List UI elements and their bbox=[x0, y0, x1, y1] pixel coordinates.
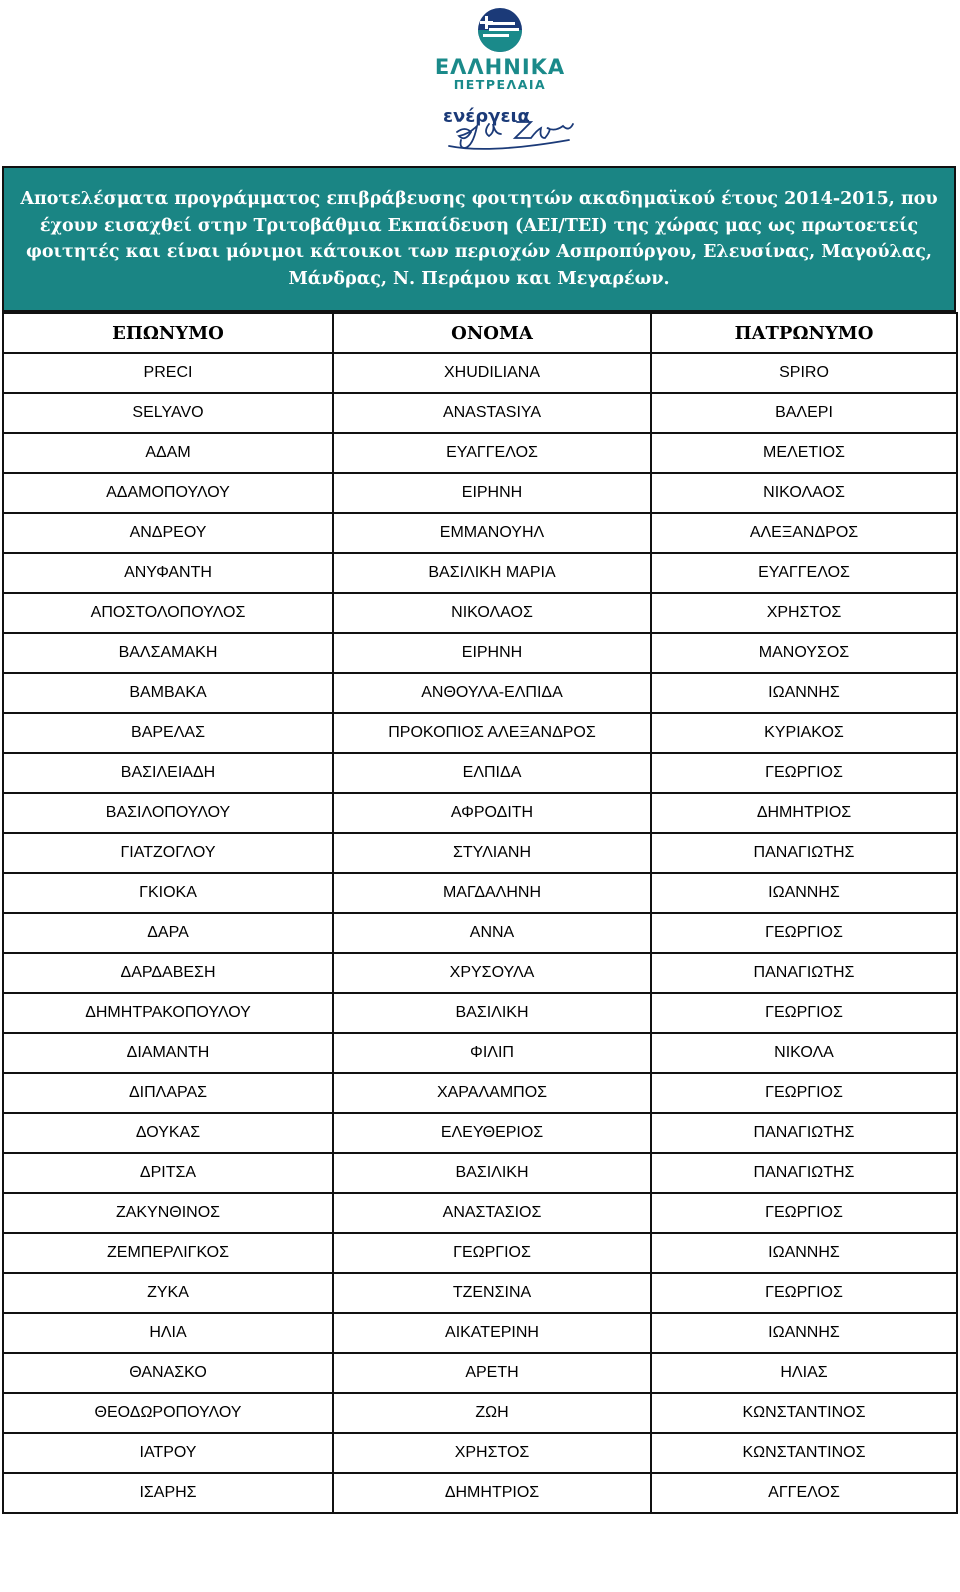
table-row bbox=[3, 1113, 957, 1153]
first-name-cell: ΠΡΟΚΟΠΙΟΣ ΑΛΕΞΑΝΔΡΟΣ bbox=[333, 713, 651, 753]
surname-cell: ΙΑΤΡΟΥ bbox=[3, 1433, 333, 1473]
father-name-cell: ΚΩΝΣΤΑΝΤΙΝΟΣ bbox=[651, 1433, 957, 1473]
surname-cell: ΑΔΑΜ bbox=[3, 433, 333, 473]
results-banner bbox=[2, 166, 956, 312]
father-name-cell: ΓΕΩΡΓΙΟΣ bbox=[651, 1193, 957, 1233]
table-row bbox=[3, 833, 957, 873]
first-name-cell: ΕΥΑΓΓΕΛΟΣ bbox=[333, 433, 651, 473]
brand-name-line2: ΠΕΤΡΕΛΑΙΑ bbox=[453, 77, 547, 92]
father-name-cell: ΠΑΝΑΓΙΩΤΗΣ bbox=[651, 1153, 957, 1193]
table-row bbox=[3, 1433, 957, 1473]
surname-cell: ΑΝΔΡΕΟΥ bbox=[3, 513, 333, 553]
first-name-cell: ΧΡΥΣΟΥΛΑ bbox=[333, 953, 651, 993]
logo-area bbox=[0, 0, 960, 165]
surname-cell: ΔΙΠΛΑΡΑΣ bbox=[3, 1073, 333, 1113]
table-row bbox=[3, 1273, 957, 1313]
table-row bbox=[3, 393, 957, 433]
table-row bbox=[3, 353, 957, 393]
surname-cell: ΔΗΜΗΤΡΑΚΟΠΟΥΛΟΥ bbox=[3, 993, 333, 1033]
table-header-row bbox=[3, 313, 957, 353]
first-name-cell: ΣΤΥΛΙΑΝΗ bbox=[333, 833, 651, 873]
table-row bbox=[3, 593, 957, 633]
first-name-cell: XHUDILIANA bbox=[333, 353, 651, 393]
father-name-cell: ΓΕΩΡΓΙΟΣ bbox=[651, 913, 957, 953]
father-name-cell: ΔΗΜΗΤΡΙΟΣ bbox=[651, 793, 957, 833]
first-name-cell: ΤΖΕΝΣΙΝΑ bbox=[333, 1273, 651, 1313]
father-name-cell: ΑΓΓΕΛΟΣ bbox=[651, 1473, 957, 1513]
father-name-cell: ΙΩΑΝΝΗΣ bbox=[651, 673, 957, 713]
father-name-cell: ΙΩΑΝΝΗΣ bbox=[651, 1313, 957, 1353]
father-name-cell: ΓΕΩΡΓΙΟΣ bbox=[651, 993, 957, 1033]
surname-cell: ΙΣΑΡΗΣ bbox=[3, 1473, 333, 1513]
table-row bbox=[3, 1473, 957, 1513]
surname-cell: ΔΑΡΔΑΒΕΣΗ bbox=[3, 953, 333, 993]
father-name-cell: ΑΛΕΞΑΝΔΡΟΣ bbox=[651, 513, 957, 553]
table-row bbox=[3, 1193, 957, 1233]
father-name-cell: ΓΕΩΡΓΙΟΣ bbox=[651, 1073, 957, 1113]
first-name-cell: ΖΩΗ bbox=[333, 1393, 651, 1433]
table-row bbox=[3, 673, 957, 713]
first-name-cell: ΕΜΜΑΝΟΥΗΛ bbox=[333, 513, 651, 553]
first-name-cell: ΑΝΑΣΤΑΣΙΟΣ bbox=[333, 1193, 651, 1233]
surname-cell: ΑΔΑΜΟΠΟΥΛΟΥ bbox=[3, 473, 333, 513]
first-name-cell: ΕΛΠΙΔΑ bbox=[333, 753, 651, 793]
table-row bbox=[3, 553, 957, 593]
first-name-cell: ΧΑΡΑΛΑΜΠΟΣ bbox=[333, 1073, 651, 1113]
table-row bbox=[3, 1353, 957, 1393]
father-name-cell: ΜΑΝΟΥΣΟΣ bbox=[651, 633, 957, 673]
father-name-cell: ΝΙΚΟΛΑ bbox=[651, 1033, 957, 1073]
surname-cell: ΔΑΡΑ bbox=[3, 913, 333, 953]
table-row bbox=[3, 953, 957, 993]
father-name-cell: ΧΡΗΣΤΟΣ bbox=[651, 593, 957, 633]
surname-cell: ΘΑΝΑΣΚΟ bbox=[3, 1353, 333, 1393]
table-row bbox=[3, 473, 957, 513]
table-row bbox=[3, 993, 957, 1033]
first-name-cell: ANASTASIYA bbox=[333, 393, 651, 433]
header-surname: ΕΠΩΝΥΜΟ bbox=[3, 313, 333, 353]
father-name-cell: ΒΑΛΕΡΙ bbox=[651, 393, 957, 433]
first-name-cell: ΒΑΣΙΛΙΚΗ bbox=[333, 993, 651, 1033]
slogan-text: ενέργεια bbox=[443, 106, 530, 127]
surname-cell: ΘΕΟΔΩΡΟΠΟΥΛΟΥ bbox=[3, 1393, 333, 1433]
surname-cell: ΖΥΚΑ bbox=[3, 1273, 333, 1313]
first-name-cell: ΕΙΡΗΝΗ bbox=[333, 633, 651, 673]
table-row bbox=[3, 1233, 957, 1273]
surname-cell: ΗΛΙΑ bbox=[3, 1313, 333, 1353]
first-name-cell: ΜΑΓΔΑΛΗΝΗ bbox=[333, 873, 651, 913]
surname-cell: ΑΝΥΦΑΝΤΗ bbox=[3, 553, 333, 593]
table-row bbox=[3, 433, 957, 473]
results-table bbox=[2, 312, 958, 1514]
first-name-cell: ΕΙΡΗΝΗ bbox=[333, 473, 651, 513]
brand-name-line1: ΕΛΛΗΝΙΚΑ bbox=[434, 55, 566, 79]
father-name-cell: ΓΕΩΡΓΙΟΣ bbox=[651, 1273, 957, 1313]
table-row bbox=[3, 713, 957, 753]
first-name-cell: ΑΦΡΟΔΙΤΗ bbox=[333, 793, 651, 833]
table-row bbox=[3, 1073, 957, 1113]
father-name-cell: ΚΩΝΣΤΑΝΤΙΝΟΣ bbox=[651, 1393, 957, 1433]
father-name-cell: ΠΑΝΑΓΙΩΤΗΣ bbox=[651, 1113, 957, 1153]
header-father-name: ΠΑΤΡΩΝΥΜΟ bbox=[651, 313, 957, 353]
surname-cell: ΓΚΙΟΚΑ bbox=[3, 873, 333, 913]
first-name-cell: ΑΡΕΤΗ bbox=[333, 1353, 651, 1393]
first-name-cell: ΔΗΜΗΤΡΙΟΣ bbox=[333, 1473, 651, 1513]
company-logo bbox=[405, 6, 595, 156]
first-name-cell: ΑΙΚΑΤΕΡΙΝΗ bbox=[333, 1313, 651, 1353]
table-row bbox=[3, 1393, 957, 1433]
first-name-cell: ΑΝΘΟΥΛΑ-ΕΛΠΙΔΑ bbox=[333, 673, 651, 713]
father-name-cell: SPIRO bbox=[651, 353, 957, 393]
table-row bbox=[3, 513, 957, 553]
surname-cell: ΓΙΑΤΖΟΓΛΟΥ bbox=[3, 833, 333, 873]
first-name-cell: ΕΛΕΥΘΕΡΙΟΣ bbox=[333, 1113, 651, 1153]
table-row bbox=[3, 753, 957, 793]
first-name-cell: ΒΑΣΙΛΙΚΗ ΜΑΡΙΑ bbox=[333, 553, 651, 593]
table-row bbox=[3, 1313, 957, 1353]
table-row bbox=[3, 633, 957, 673]
surname-cell: PRECI bbox=[3, 353, 333, 393]
table-row bbox=[3, 1153, 957, 1193]
surname-cell: ΖΕΜΠΕΡΛΙΓΚΟΣ bbox=[3, 1233, 333, 1273]
father-name-cell: ΗΛΙΑΣ bbox=[651, 1353, 957, 1393]
first-name-cell: ΒΑΣΙΛΙΚΗ bbox=[333, 1153, 651, 1193]
banner-title: Αποτελέσματα προγράμματος επιβράβευσης φοιτητών ακαδημαϊκού έτους 2014-2015, που έχουν εισαχθεί στην Τριτοβάθμια Εκπαίδευση (ΑΕΙ/ΤΕΙ) της χώρας μας ως πρωτοετείς φοιτητές και είναι μόνιμοι κάτοικοι των περιοχών Ασπροπύργου, Ελευσίνας, Μαγούλας, Μάνδρας, Ν. Περάμου και Μεγαρέων. bbox=[20, 189, 938, 289]
surname-cell: ΒΑΜΒΑΚΑ bbox=[3, 673, 333, 713]
table-row bbox=[3, 1033, 957, 1073]
father-name-cell: ΙΩΑΝΝΗΣ bbox=[651, 873, 957, 913]
father-name-cell: ΕΥΑΓΓΕΛΟΣ bbox=[651, 553, 957, 593]
father-name-cell: ΠΑΝΑΓΙΩΤΗΣ bbox=[651, 833, 957, 873]
surname-cell: ΖΑΚΥΝΘΙΝΟΣ bbox=[3, 1193, 333, 1233]
globe-icon bbox=[478, 8, 522, 52]
father-name-cell: ΚΥΡΙΑΚΟΣ bbox=[651, 713, 957, 753]
surname-cell: ΔΡΙΤΣΑ bbox=[3, 1153, 333, 1193]
surname-cell: ΒΑΡΕΛΑΣ bbox=[3, 713, 333, 753]
table-row bbox=[3, 873, 957, 913]
surname-cell: ΔΙΑΜΑΝΤΗ bbox=[3, 1033, 333, 1073]
surname-cell: ΒΑΛΣΑΜΑΚΗ bbox=[3, 633, 333, 673]
father-name-cell: ΙΩΑΝΝΗΣ bbox=[651, 1233, 957, 1273]
first-name-cell: ΝΙΚΟΛΑΟΣ bbox=[333, 593, 651, 633]
first-name-cell: ΑΝΝΑ bbox=[333, 913, 651, 953]
surname-cell: ΒΑΣΙΛΟΠΟΥΛΟΥ bbox=[3, 793, 333, 833]
surname-cell: ΒΑΣΙΛΕΙΑΔΗ bbox=[3, 753, 333, 793]
father-name-cell: ΜΕΛΕΤΙΟΣ bbox=[651, 433, 957, 473]
table-row bbox=[3, 913, 957, 953]
surname-cell: SELYAVO bbox=[3, 393, 333, 433]
father-name-cell: ΓΕΩΡΓΙΟΣ bbox=[651, 753, 957, 793]
surname-cell: ΔΟΥΚΑΣ bbox=[3, 1113, 333, 1153]
table-row bbox=[3, 793, 957, 833]
header-first-name: ΟΝΟΜΑ bbox=[333, 313, 651, 353]
first-name-cell: ΓΕΩΡΓΙΟΣ bbox=[333, 1233, 651, 1273]
first-name-cell: ΦΙΛΙΠ bbox=[333, 1033, 651, 1073]
surname-cell: ΑΠΟΣΤΟΛΟΠΟΥΛΟΣ bbox=[3, 593, 333, 633]
father-name-cell: ΝΙΚΟΛΑΟΣ bbox=[651, 473, 957, 513]
first-name-cell: ΧΡΗΣΤΟΣ bbox=[333, 1433, 651, 1473]
father-name-cell: ΠΑΝΑΓΙΩΤΗΣ bbox=[651, 953, 957, 993]
